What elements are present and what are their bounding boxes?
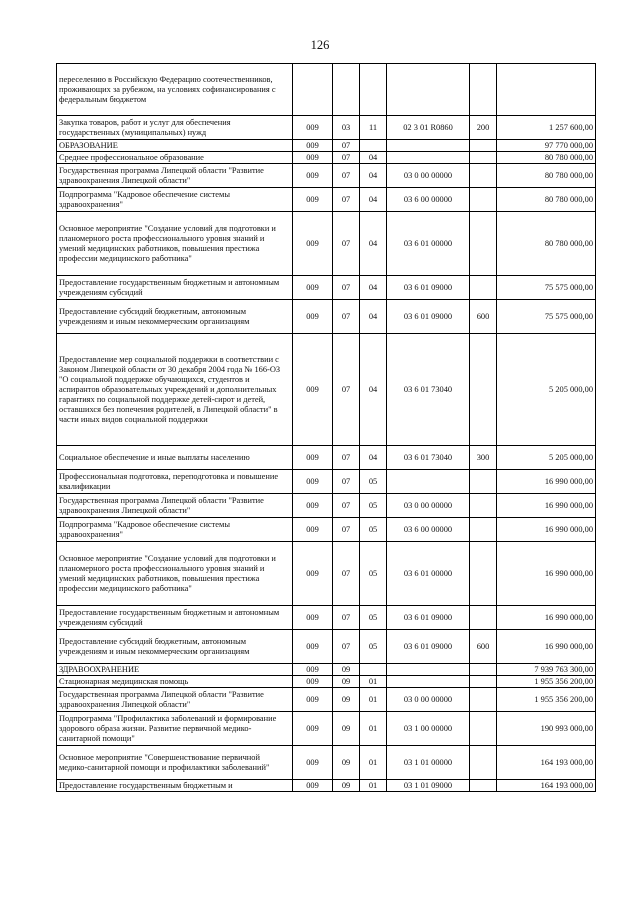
row-amount: 1 955 356 200,00 — [497, 688, 596, 712]
row-expense-type-code — [470, 518, 497, 542]
table-row — [57, 746, 596, 780]
row-section-code: 07 — [333, 518, 360, 542]
row-ministry-code: 009 — [293, 688, 333, 712]
row-amount: 75 575 000,00 — [497, 300, 596, 334]
row-subsection-code — [360, 140, 387, 152]
row-section-code: 09 — [333, 688, 360, 712]
row-section-code — [333, 64, 360, 116]
row-ministry-code: 009 — [293, 494, 333, 518]
row-expense-type-code — [470, 276, 497, 300]
row-expense-type-code — [470, 542, 497, 606]
table-row — [57, 188, 596, 212]
row-section-code: 09 — [333, 712, 360, 746]
row-subsection-code — [360, 64, 387, 116]
row-amount: 16 990 000,00 — [497, 494, 596, 518]
row-ministry-code: 009 — [293, 470, 333, 494]
row-amount — [497, 64, 596, 116]
row-target-article-code: 03 6 01 09000 — [387, 300, 470, 334]
row-amount: 16 990 000,00 — [497, 542, 596, 606]
row-section-code: 07 — [333, 494, 360, 518]
row-subsection-code: 01 — [360, 780, 387, 792]
row-amount: 5 205 000,00 — [497, 446, 596, 470]
table-row — [57, 780, 596, 792]
row-target-article-code: 03 6 01 09000 — [387, 276, 470, 300]
row-ministry-code: 009 — [293, 300, 333, 334]
row-expense-type-code — [470, 470, 497, 494]
row-name: Основное мероприятие "Создание условий для подготовки и планомерного роста профессионального уровня знаний и умений медицинских работников, повышения престижа профессии медицинского работника" — [57, 542, 293, 606]
row-amount: 80 780 000,00 — [497, 188, 596, 212]
budget-table — [56, 63, 596, 792]
row-subsection-code: 05 — [360, 542, 387, 606]
row-expense-type-code — [470, 688, 497, 712]
row-expense-type-code — [470, 152, 497, 164]
row-amount: 16 990 000,00 — [497, 630, 596, 664]
row-subsection-code: 05 — [360, 470, 387, 494]
row-section-code: 09 — [333, 780, 360, 792]
row-expense-type-code — [470, 494, 497, 518]
row-expense-type-code — [470, 188, 497, 212]
row-ministry-code: 009 — [293, 140, 333, 152]
table-row — [57, 334, 596, 446]
row-target-article-code: 03 6 01 09000 — [387, 630, 470, 664]
row-subsection-code: 05 — [360, 630, 387, 664]
row-target-article-code: 03 1 01 00000 — [387, 746, 470, 780]
row-name: Социальное обеспечение и иные выплаты населению — [57, 446, 293, 470]
row-section-code: 07 — [333, 630, 360, 664]
row-expense-type-code — [470, 334, 497, 446]
row-target-article-code: 03 6 01 09000 — [387, 606, 470, 630]
row-ministry-code: 009 — [293, 712, 333, 746]
table-row — [57, 470, 596, 494]
row-ministry-code: 009 — [293, 664, 333, 676]
row-expense-type-code: 600 — [470, 300, 497, 334]
row-amount: 16 990 000,00 — [497, 518, 596, 542]
row-name: Закупка товаров, работ и услуг для обеспечения государственных (муниципальных) нужд — [57, 116, 293, 140]
row-expense-type-code — [470, 212, 497, 276]
row-ministry-code: 009 — [293, 164, 333, 188]
row-section-code: 07 — [333, 300, 360, 334]
row-section-code: 07 — [333, 606, 360, 630]
row-expense-type-code: 300 — [470, 446, 497, 470]
row-name: Основное мероприятие "Совершенствование первичной медико-санитарной помощи и профилактики заболеваний" — [57, 746, 293, 780]
row-subsection-code: 05 — [360, 606, 387, 630]
row-name: Подпрограмма "Профилактика заболеваний и формирование здорового образа жизни. Развитие первичной медико-санитарной помощи" — [57, 712, 293, 746]
row-target-article-code — [387, 140, 470, 152]
row-target-article-code: 03 0 00 00000 — [387, 164, 470, 188]
row-target-article-code — [387, 152, 470, 164]
row-name: переселению в Российскую Федерацию соотечественников, проживающих за рубежом, на условиях софинансирования с федеральным бюджетом — [57, 64, 293, 116]
row-expense-type-code — [470, 606, 497, 630]
row-section-code: 07 — [333, 542, 360, 606]
table-row — [57, 606, 596, 630]
row-name: Профессиональная подготовка, переподготовка и повышение квалификации — [57, 470, 293, 494]
row-ministry-code: 009 — [293, 212, 333, 276]
row-subsection-code — [360, 664, 387, 676]
budget-table-body — [57, 64, 596, 792]
row-subsection-code: 04 — [360, 334, 387, 446]
row-target-article-code — [387, 64, 470, 116]
row-expense-type-code — [470, 64, 497, 116]
row-amount: 1 955 356 200,00 — [497, 676, 596, 688]
row-name: Предоставление государственным бюджетным и автономным учреждениям субсидий — [57, 276, 293, 300]
row-name: ЗДРАВООХРАНЕНИЕ — [57, 664, 293, 676]
row-ministry-code: 009 — [293, 276, 333, 300]
row-ministry-code: 009 — [293, 116, 333, 140]
table-row — [57, 712, 596, 746]
row-name: Предоставление субсидий бюджетным, автономным учреждениям и иным некоммерческим организациям — [57, 630, 293, 664]
row-amount: 5 205 000,00 — [497, 334, 596, 446]
row-amount: 16 990 000,00 — [497, 470, 596, 494]
row-subsection-code: 04 — [360, 276, 387, 300]
row-amount: 80 780 000,00 — [497, 152, 596, 164]
row-name: Государственная программа Липецкой области "Развитие здравоохранения Липецкой области" — [57, 164, 293, 188]
row-subsection-code: 05 — [360, 494, 387, 518]
row-subsection-code: 04 — [360, 188, 387, 212]
row-amount: 164 193 000,00 — [497, 780, 596, 792]
row-target-article-code: 03 6 00 00000 — [387, 518, 470, 542]
row-target-article-code: 03 0 00 00000 — [387, 688, 470, 712]
row-expense-type-code — [470, 712, 497, 746]
row-subsection-code: 04 — [360, 164, 387, 188]
row-amount: 7 939 763 300,00 — [497, 664, 596, 676]
row-subsection-code: 04 — [360, 446, 387, 470]
row-expense-type-code — [470, 780, 497, 792]
row-name: Стационарная медицинская помощь — [57, 676, 293, 688]
table-row — [57, 494, 596, 518]
table-row — [57, 518, 596, 542]
row-subsection-code: 01 — [360, 688, 387, 712]
row-ministry-code: 009 — [293, 152, 333, 164]
row-name: ОБРАЗОВАНИЕ — [57, 140, 293, 152]
row-section-code: 07 — [333, 446, 360, 470]
row-amount: 190 993 000,00 — [497, 712, 596, 746]
row-name: Подпрограмма "Кадровое обеспечение системы здравоохранения" — [57, 518, 293, 542]
table-row — [57, 300, 596, 334]
row-ministry-code: 009 — [293, 780, 333, 792]
row-subsection-code: 05 — [360, 518, 387, 542]
page-number: 126 — [310, 38, 330, 52]
row-ministry-code: 009 — [293, 746, 333, 780]
row-section-code: 07 — [333, 470, 360, 494]
row-ministry-code: 009 — [293, 188, 333, 212]
row-expense-type-code — [470, 140, 497, 152]
table-row — [57, 164, 596, 188]
row-ministry-code: 009 — [293, 446, 333, 470]
row-target-article-code: 03 6 00 00000 — [387, 188, 470, 212]
table-row — [57, 542, 596, 606]
row-subsection-code: 04 — [360, 300, 387, 334]
row-amount: 80 780 000,00 — [497, 164, 596, 188]
row-amount: 16 990 000,00 — [497, 606, 596, 630]
row-ministry-code: 009 — [293, 542, 333, 606]
row-section-code: 09 — [333, 676, 360, 688]
row-target-article-code — [387, 664, 470, 676]
row-section-code: 07 — [333, 276, 360, 300]
row-name: Основное мероприятие "Создание условий для подготовки и планомерного роста профессионального уровня знаний и умений медицинских работников, повышения престижа профессии медицинского работника" — [57, 212, 293, 276]
row-name: Предоставление субсидий бюджетным, автономным учреждениям и иным некоммерческим организациям — [57, 300, 293, 334]
row-subsection-code: 11 — [360, 116, 387, 140]
row-target-article-code: 02 3 01 R0860 — [387, 116, 470, 140]
table-row — [57, 212, 596, 276]
row-target-article-code: 03 6 01 00000 — [387, 542, 470, 606]
row-ministry-code: 009 — [293, 630, 333, 664]
table-row — [57, 688, 596, 712]
row-section-code: 07 — [333, 140, 360, 152]
row-target-article-code: 03 1 01 09000 — [387, 780, 470, 792]
row-ministry-code — [293, 64, 333, 116]
table-row — [57, 116, 596, 140]
row-amount: 75 575 000,00 — [497, 276, 596, 300]
row-name: Среднее профессиональное образование — [57, 152, 293, 164]
table-row — [57, 630, 596, 664]
row-expense-type-code: 600 — [470, 630, 497, 664]
row-subsection-code: 01 — [360, 712, 387, 746]
row-target-article-code: 03 6 01 73040 — [387, 446, 470, 470]
row-expense-type-code — [470, 676, 497, 688]
row-amount: 164 193 000,00 — [497, 746, 596, 780]
row-name: Подпрограмма "Кадровое обеспечение системы здравоохранения" — [57, 188, 293, 212]
table-row — [57, 152, 596, 164]
row-expense-type-code — [470, 664, 497, 676]
table-row — [57, 140, 596, 152]
row-amount: 1 257 600,00 — [497, 116, 596, 140]
row-target-article-code: 03 6 01 00000 — [387, 212, 470, 276]
row-target-article-code: 03 6 01 73040 — [387, 334, 470, 446]
row-target-article-code — [387, 470, 470, 494]
row-section-code: 07 — [333, 152, 360, 164]
row-name: Предоставление мер социальной поддержки в соответствии с Законом Липецкой области от 30 декабря 2004 года № 166-ОЗ "О социальной поддержке обучающихся, студентов и аспирантов образовательных учреждений и дополнительных гарантиях по социальной поддержке детей-сирот и детей, оставшихся без попечения родителей, в Липецкой области" в части иных видов социальной поддержки — [57, 334, 293, 446]
row-section-code: 07 — [333, 334, 360, 446]
row-section-code: 03 — [333, 116, 360, 140]
row-expense-type-code: 200 — [470, 116, 497, 140]
row-ministry-code: 009 — [293, 676, 333, 688]
row-name: Предоставление государственным бюджетным и — [57, 780, 293, 792]
row-name: Государственная программа Липецкой области "Развитие здравоохранения Липецкой области" — [57, 494, 293, 518]
row-name: Государственная программа Липецкой области "Развитие здравоохранения Липецкой области" — [57, 688, 293, 712]
row-subsection-code: 01 — [360, 676, 387, 688]
table-row — [57, 446, 596, 470]
row-subsection-code: 04 — [360, 212, 387, 276]
row-section-code: 09 — [333, 664, 360, 676]
row-section-code: 09 — [333, 746, 360, 780]
row-ministry-code: 009 — [293, 334, 333, 446]
row-subsection-code: 04 — [360, 152, 387, 164]
row-subsection-code: 01 — [360, 746, 387, 780]
row-target-article-code: 03 1 00 00000 — [387, 712, 470, 746]
row-section-code: 07 — [333, 164, 360, 188]
row-amount: 80 780 000,00 — [497, 212, 596, 276]
row-expense-type-code — [470, 164, 497, 188]
row-amount: 97 770 000,00 — [497, 140, 596, 152]
row-section-code: 07 — [333, 212, 360, 276]
row-target-article-code: 03 0 00 00000 — [387, 494, 470, 518]
row-ministry-code: 009 — [293, 518, 333, 542]
table-row — [57, 676, 596, 688]
row-target-article-code — [387, 676, 470, 688]
table-row — [57, 276, 596, 300]
table-row — [57, 64, 596, 116]
row-name: Предоставление государственным бюджетным и автономным учреждениям субсидий — [57, 606, 293, 630]
table-row — [57, 664, 596, 676]
row-expense-type-code — [470, 746, 497, 780]
row-ministry-code: 009 — [293, 606, 333, 630]
row-section-code: 07 — [333, 188, 360, 212]
